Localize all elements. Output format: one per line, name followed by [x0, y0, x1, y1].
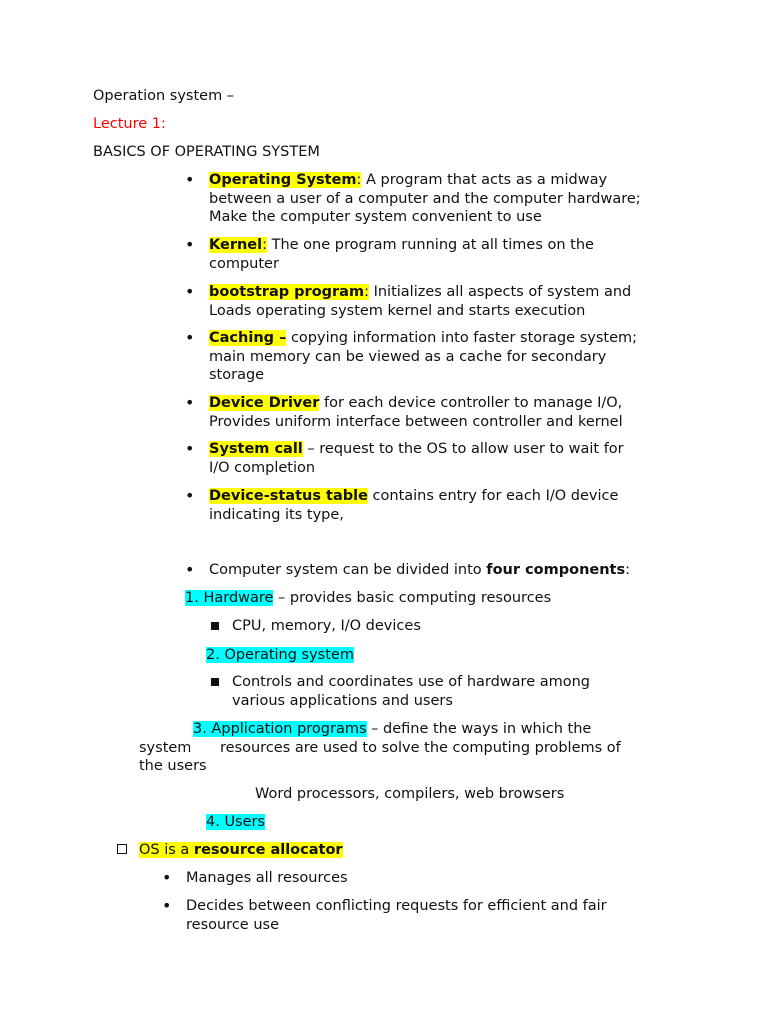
bullet-icon: •: [185, 328, 195, 347]
def-text: main memory can be viewed as a cache for secondary: [209, 348, 607, 365]
def-text: Make the computer system convenient to use: [209, 209, 542, 225]
allocator-item: resource use: [186, 916, 279, 933]
section-heading: BASICS OF OPERATING SYSTEM: [93, 144, 320, 160]
components-intro: Computer system can be divided into four components:: [209, 562, 631, 578]
def-kernel: Kernel: The one program running at all times on the: [209, 237, 594, 253]
def-operating-system: Operating System: A program that acts as a midway: [209, 172, 608, 188]
def-system-call: System call – request to the OS to allow user to wait for: [209, 441, 624, 457]
def-text: between a user of a computer and the computer hardware;: [209, 190, 641, 207]
component-users: 4. Users: [206, 814, 266, 830]
square-bullet-icon: [211, 622, 219, 630]
checkbox-bullet-icon: [117, 844, 127, 854]
lecture-label: Lecture 1:: [93, 116, 166, 132]
component-hardware: 1. Hardware – provides basic computing resources: [185, 590, 552, 606]
def-text: storage: [209, 367, 265, 383]
bullet-icon: •: [185, 560, 195, 579]
component-examples: Word processors, compilers, web browsers: [255, 786, 565, 802]
def-text: Loads operating system kernel and starts execution: [209, 302, 586, 319]
bullet-icon: •: [185, 170, 195, 189]
resource-allocator: OS is a resource allocator: [139, 842, 343, 858]
bullet-icon: •: [185, 282, 195, 301]
component-sub: Controls and coordinates use of hardware among: [232, 674, 591, 690]
def-device-status-table: Device-status table contains entry for each I/O device: [209, 488, 619, 504]
def-text: Provides uniform interface between controller and kernel: [209, 413, 623, 430]
component-text: resources are used to solve the computing problems of: [220, 739, 621, 756]
component-text: the users: [139, 758, 207, 774]
bullet-icon: •: [185, 486, 195, 505]
component-os: 2. Operating system: [206, 647, 354, 663]
bullet-icon: •: [185, 393, 195, 412]
bullet-icon: •: [162, 868, 172, 887]
def-caching: Caching – copying information into faster storage system;: [209, 330, 638, 346]
def-device-driver: Device Driver for each device controller to manage I/O,: [209, 395, 623, 411]
bullet-icon: •: [162, 896, 172, 915]
component-sub: various applications and users: [232, 692, 453, 709]
square-bullet-icon: [211, 678, 219, 686]
bullet-icon: •: [185, 235, 195, 254]
def-text: computer: [209, 255, 279, 272]
document-title: Operation system –: [93, 88, 235, 104]
component-text: system: [139, 739, 192, 756]
allocator-item: Manages all resources: [186, 870, 348, 886]
bullet-icon: •: [185, 439, 195, 458]
allocator-item: Decides between conflicting requests for efficient and fair: [186, 898, 607, 914]
def-text: I/O completion: [209, 459, 316, 476]
component-apps: 3. Application programs – define the ways in which the: [193, 721, 592, 737]
component-sub: CPU, memory, I/O devices: [232, 618, 421, 634]
def-bootstrap: bootstrap program: Initializes all aspects of system and: [209, 284, 632, 300]
def-text: indicating its type,: [209, 506, 344, 523]
